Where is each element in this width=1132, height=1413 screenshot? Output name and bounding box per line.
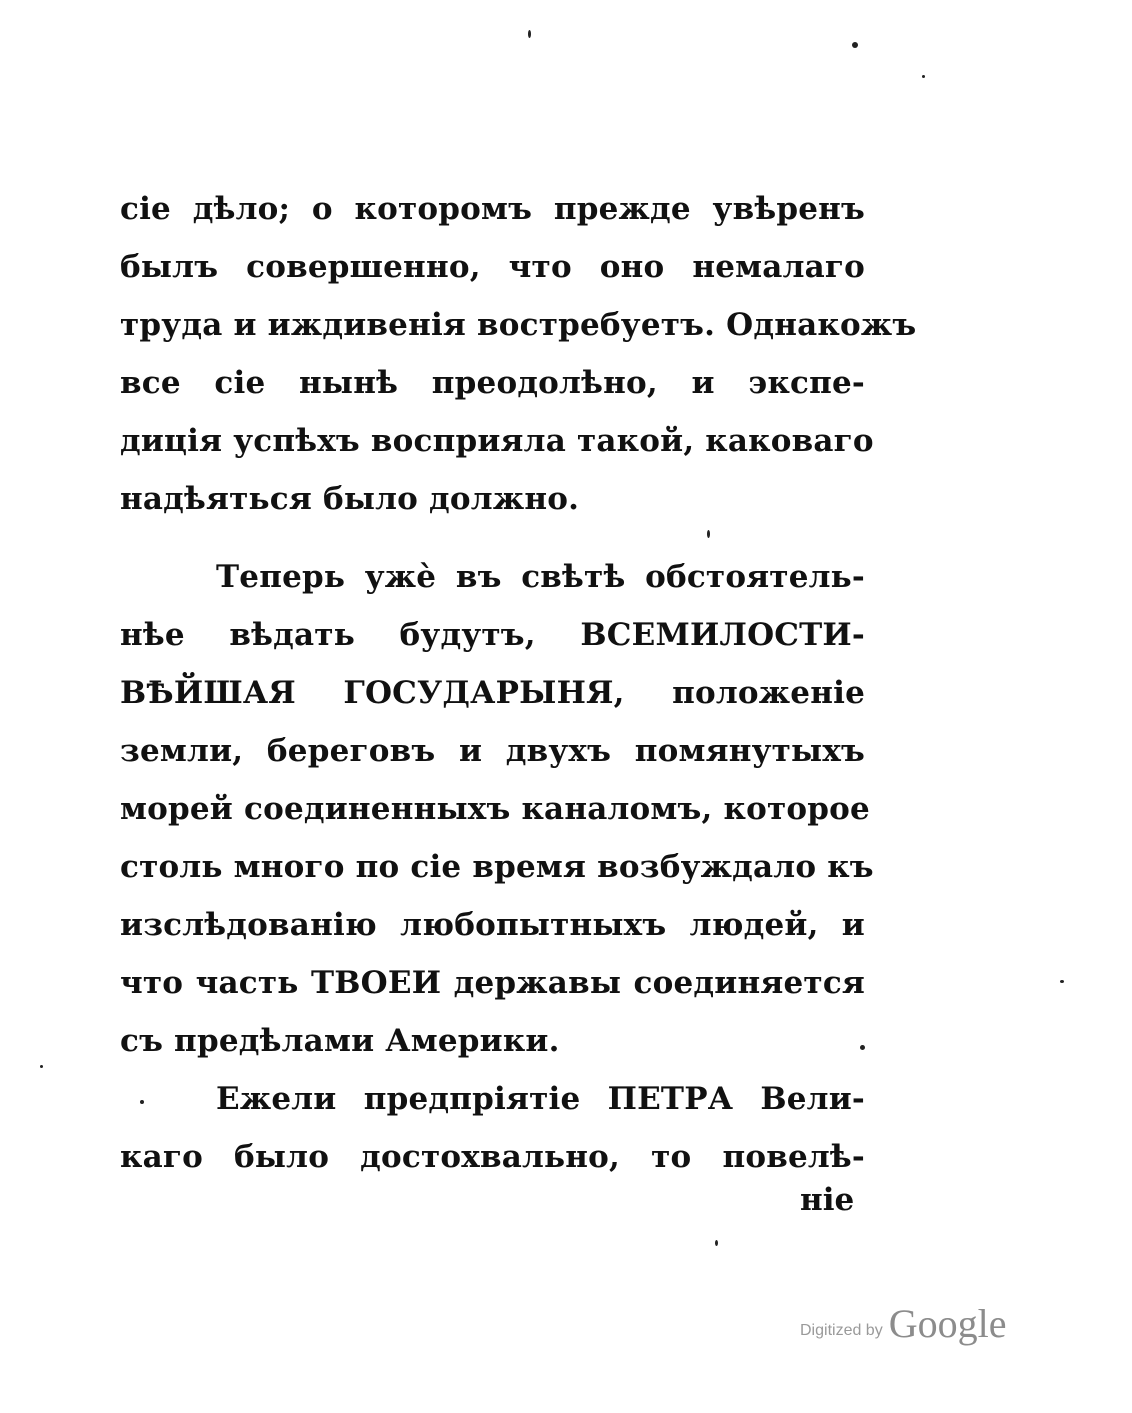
scan-speck	[860, 1045, 865, 1050]
text-line: былъ совершенно, что оно немалаго	[120, 249, 865, 285]
scan-speck	[140, 1100, 144, 1104]
scan-speck	[528, 30, 531, 38]
paragraph-3	[120, 1070, 865, 1186]
text-line: съ предѣлами Америки.	[120, 1023, 560, 1059]
scan-speck	[715, 1240, 718, 1246]
text-line: Теперь ужѐ въ свѣтѣ обстоятель-	[216, 559, 865, 595]
scan-speck	[40, 1065, 43, 1068]
text-line: изслѣдованію любопытныхъ людей, и	[120, 907, 865, 943]
text-line: все сіе нынѣ преодолѣно, и экспе-	[120, 365, 865, 401]
text-line: труда и иждивенія востребуетъ. Однакожъ	[120, 307, 917, 343]
text-line: сіе дѣло; о которомъ прежде увѣренъ	[120, 191, 865, 227]
scan-speck	[922, 75, 925, 78]
text-line: диція успѣхъ восприяла такой, каковаго	[120, 423, 874, 459]
watermark-brand: Google	[888, 1301, 1007, 1346]
watermark-prefix: Digitized by	[800, 1322, 883, 1339]
scan-speck	[852, 42, 858, 48]
scan-speck	[707, 530, 710, 538]
catchword: ніе	[800, 1182, 855, 1218]
text-line: морей соединенныхъ каналомъ, которое	[120, 791, 870, 827]
text-line: нѣе вѣдать будутъ, ВСЕМИЛОСТИ-	[120, 617, 865, 653]
paragraph-1	[120, 180, 917, 528]
text-line: столь много по сіе время возбуждало къ	[120, 849, 874, 885]
paragraph-2	[120, 548, 874, 1070]
text-line: надѣяться было должно.	[120, 481, 580, 517]
digitized-watermark	[800, 1296, 1006, 1346]
scan-speck	[1060, 980, 1064, 983]
text-line: Ежели предпріятіе ПЕТРА Вели-	[216, 1081, 865, 1117]
text-line: каго было достохвально, то повелѣ-	[120, 1139, 865, 1175]
text-line: ВѢЙШАЯ ГОСУДАРЫНЯ, положеніе	[120, 675, 865, 711]
text-line: земли, береговъ и двухъ помянутыхъ	[120, 733, 865, 769]
text-line: что часть ТВОЕИ державы соединяется	[120, 965, 865, 1001]
